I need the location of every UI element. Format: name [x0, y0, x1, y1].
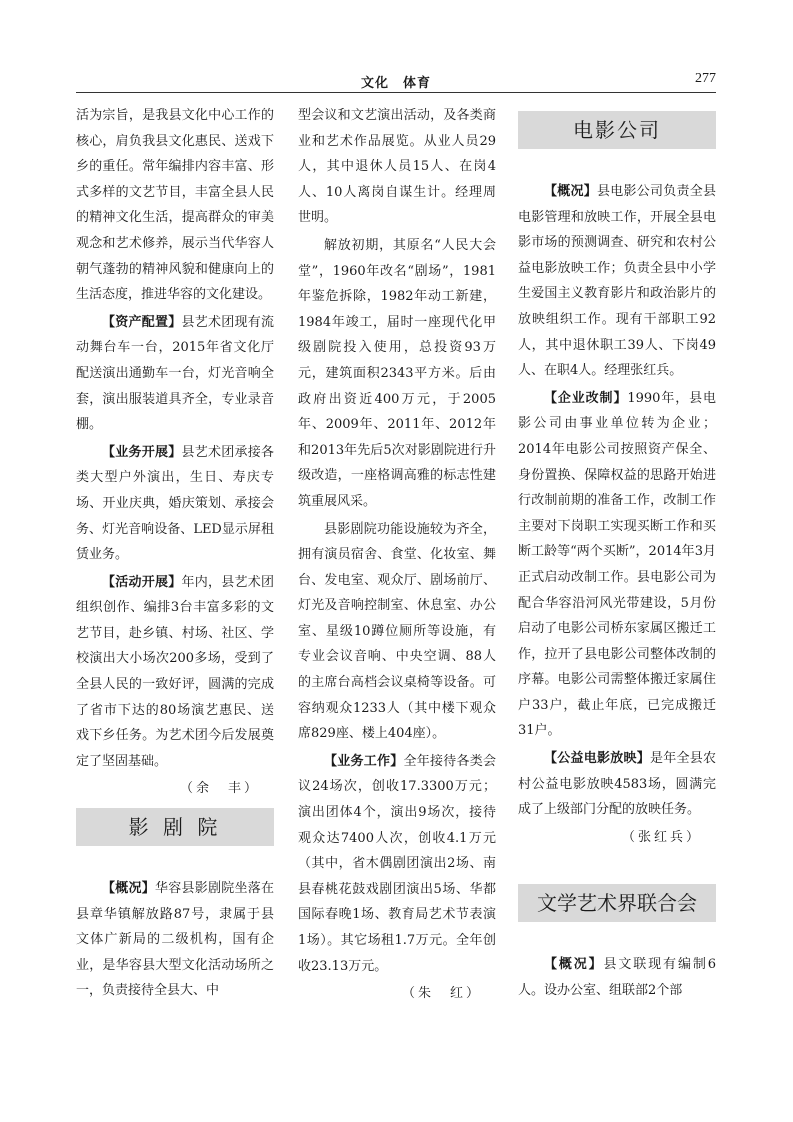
paragraph: 型会议和文艺演出活动，及各类商业和艺术作品展览。从业人员29人，其中退休人员15人、在岗4人、10人离岗自谋生计。经理周世明。 [298, 108, 496, 226]
paragraph-text: 1990年，县电影公司由事业单位转为企业；2014年电影公司按照资产保全、身份置换、保障权益的思路开始进行改制前期的准备工作，改制工作主要对下岗职工实现买断工作和买断工龄等“两个买断”，2014年3月正式启动改制工作。县电影公司为配合华容沿河风光带建设，5月份启动了电影公司桥东家属区搬迁工作，拉开了县电影公司整体改制的序幕。电影公司需整体搬迁家属住户33户，截止年底，已完成搬迁31户。 [518, 390, 716, 739]
column-2 [298, 103, 496, 1009]
paragraph: 活为宗旨，是我县文化中心工作的核心，肩负我县文化惠民、送戏下乡的重任。常年编排内容丰富、形式多样的文艺节目，丰富全县人民的精神文化生活，提高群众的审美观念和艺术修养，展示当代华容人朝气蓬勃的精神风貌和健康向上的生活态度，推进华容的文化建设。 [76, 108, 274, 303]
author-signature: （朱 红） [401, 986, 482, 1002]
paragraph-text: 是年全县农村公益电影放映4583场，圆满完成了上级部门分配的放映任务。 [518, 751, 716, 818]
section-tag: 【概况】 [544, 957, 604, 973]
paragraph-cinema-overview [76, 876, 274, 1004]
paragraph-asset [76, 310, 274, 438]
paragraph-text: 华容县影剧院坐落在县章华镇解放路87号，隶属于县文体广新局的二级机构，国有企业，是华容县大型文化活动场所之一，负责接待全县大、中 [76, 881, 274, 999]
section-heading-film-company: 电影公司 [518, 111, 716, 149]
section-tag: 【概况】 [544, 184, 597, 199]
paragraph-film-overview [518, 179, 716, 384]
paragraph-history: 解放初期，其原名“人民大会堂”，1960年改名“剧场”，1981年鉴危拆除，1982年动工新建，1984年竣工，届时一座现代化甲级剧院投入使用，总投资93万元，建筑面积2343平方米。后由政府出资近400万元，于2005年、2009年、2011年、2012年和2013年先后5次对影剧院进行升级改造，一座格调高雅的标志性建筑重展风采。 [298, 237, 496, 509]
running-header [76, 70, 716, 93]
header-title: 文化 体育 [360, 76, 431, 91]
paragraph-business [298, 749, 496, 979]
paragraph-business [76, 440, 274, 568]
author-signature: （余 丰） [179, 781, 260, 797]
section-tag: 【业务工作】 [324, 753, 404, 769]
page-number: 277 [695, 71, 716, 86]
paragraph-activity [76, 570, 274, 775]
section-tag: 【活动开展】 [102, 574, 182, 590]
section-heading-cinema: 影 剧 院 [76, 808, 274, 846]
section-tag: 【概况】 [102, 881, 155, 897]
column-3 [518, 103, 716, 1004]
paragraph-text: 县艺术团现有流动舞台车一台，2015年省文化厅配送演出通勤车一台，灯光音响全套，演出服装道具齐全，专业录音棚。 [76, 314, 274, 433]
paragraph-text: 全年接待各类会议24场次，创收17.3300万元；演出团体4个，演出9场次，接待观众达7400人次，创收4.1万元（其中，省木偶剧团演出2场、南县春桃花鼓戏剧团演出5场、华都国际春晚1场、教育局艺术节表演1场）。其它场租1.7万元。全年创收23.13万元。 [298, 753, 496, 974]
section-heading-literary-federation: 文学艺术界联合会 [518, 884, 716, 922]
paragraph-reform [518, 386, 716, 744]
author-signature: （张红兵） [621, 829, 702, 845]
paragraph-public-film [518, 746, 716, 823]
paragraph-federation-overview [518, 952, 716, 1003]
section-tag: 【资产配置】 [102, 314, 182, 330]
section-tag: 【公益电影放映】 [544, 751, 650, 767]
section-tag: 【企业改制】 [544, 390, 628, 406]
section-tag: 【业务开展】 [102, 444, 182, 460]
paragraph-facilities: 县影剧院功能设施较为齐全，拥有演员宿舍、食堂、化妆室、舞台、发电室、观众厅、剧场前厅、灯光及音响控制室、休息室、办公室、星级10蹲位厕所等设施，有专业会议音响、中央空调、88人的主席台高档会议桌椅等设备。可容纳观众1233人（其中楼下观众席829座、楼上404座）。 [298, 521, 496, 742]
paragraph-text: 县电影公司负责全县电影管理和放映工作，开展全县电影市场的预测调查、研究和农村公益电影放映工作；负责全县中小学生爱国主义教育影片和政治影片的放映组织工作。现有干部职工92人，其中退休职工39人、下岗49人、在职4人。经理张红兵。 [518, 184, 716, 379]
column-1 [76, 103, 274, 1004]
paragraph-text: 县文联现有编制6人。设办公室、组联部2个部 [518, 957, 716, 999]
paragraph-text: 年内，县艺术团组织创作、编排3台丰富多彩的文艺节目，赴乡镇、村场、社区、学校演出大小场次200多场，受到了全县人民的一致好评，圆满的完成了省市下达的80场演艺惠民、送戏下乡任务。为艺术团今后发展奠定了坚固基础。 [76, 574, 274, 769]
paragraph-text: 县艺术团承接各类大型户外演出，生日、寿庆专场、开业庆典，婚庆策划、承接会务、灯光音响设备、LED显示屏租赁业务。 [76, 444, 274, 563]
